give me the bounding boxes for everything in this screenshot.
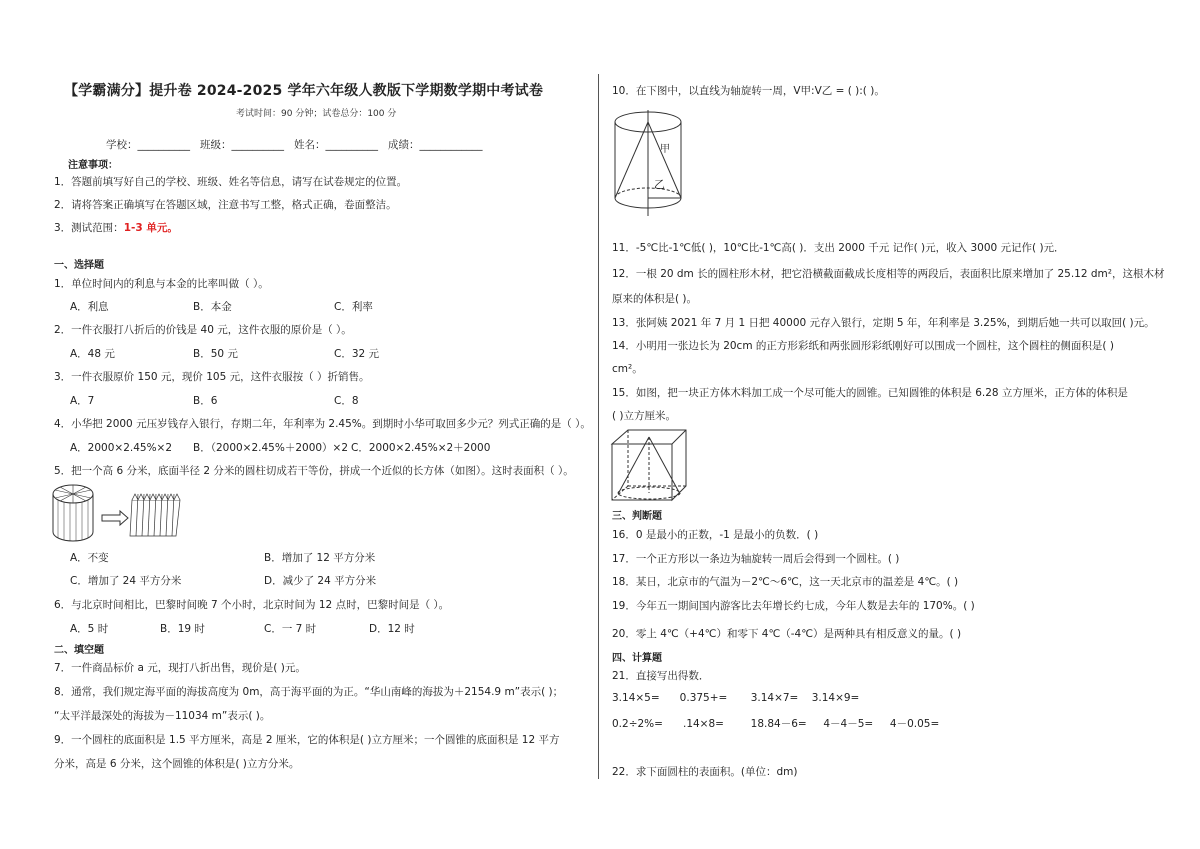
q5-option-b[interactable]: B．增加了 12 平方分米: [264, 552, 376, 564]
question-19: 19．今年五一期间国内游客比去年增长约七成，今年人数是去年的 170%。( ): [612, 600, 975, 612]
question-18: 18．某日，北京市的气温为－2℃～6℃，这一天北京市的温差是 4℃。( ): [612, 576, 959, 588]
q1-option-c[interactable]: C．利率: [334, 301, 373, 313]
question-13: 13．张阿姨 2021 年 7 月 1 日把 40000 元存入银行，定期 5 年，年利率是 3.25%，到期后她一共可以取回( )元。: [612, 317, 1155, 329]
q2-option-b[interactable]: B．50 元: [193, 348, 238, 360]
q4-option-c[interactable]: C．2000×2.45%×2＋2000: [351, 442, 491, 454]
note-item-2: 2．请将答案正确填写在答题区域，注意书写工整，格式正确，卷面整洁。: [54, 199, 397, 211]
question-21: 21．直接写出得数．: [612, 670, 710, 682]
section-choice-heading: 一、选择题: [54, 260, 104, 271]
question-15-line-1: 15．如图，把一块正方体木料加工成一个尽可能大的圆锥。已知圆锥的体积是 6.28 立方厘米，正方体的体积是: [612, 387, 1128, 399]
q6-option-a[interactable]: A．5 时: [70, 623, 109, 635]
student-info-fields[interactable]: 学校：__________ 班级：__________ 姓名：__________ 成绩：____________: [106, 139, 483, 151]
question-16: 16．0 是最小的正数，-1 是最小的负数．( ): [612, 529, 819, 541]
question-12-line-1: 12．一根 20 dm 长的圆柱形木材，把它沿横截面截成长度相等的两段后，表面积比原来增加了 25.12 dm²，这根木材: [612, 268, 1165, 280]
question-9-line-1: 9．一个圆柱的底面积是 1.5 平方厘米，高是 2 厘米，它的体积是( )立方厘米；一个圆锥的底面积是 12 平方: [54, 734, 560, 746]
question-17: 17．一个正方形以一条边为轴旋转一周后会得到一个圆柱。( ): [612, 553, 900, 565]
page-title: 【学霸满分】提升卷 2024-2025 学年六年级人教版下学期数学期中考试卷: [64, 83, 544, 99]
question-14-line-2: cm²。: [612, 363, 643, 375]
q1-option-a[interactable]: A．利息: [70, 301, 109, 313]
question-1: 1．单位时间内的利息与本金的比率叫做（ ）。: [54, 278, 269, 290]
q10-figure: [612, 108, 704, 220]
q6-option-c[interactable]: C．一 7 时: [264, 623, 317, 635]
question-5: 5．把一个高 6 分米，底面半径 2 分米的圆柱切成若干等份，拼成一个近似的长方体（如图）。这时表面积（ ）。: [54, 465, 574, 477]
question-8-line-1: 8．通常，我们规定海平面的海拔高度为 0m，高于海平面的为正。“华山南峰的海拔为＋2154.9 m”表示( )；: [54, 686, 564, 698]
question-11: 11．-5℃比-1℃低( )，10℃比-1℃高( )．支出 2000 千元 记作( )元，收入 3000 元记作( )元．: [612, 242, 1065, 254]
scope-value: 1-3 单元。: [123, 222, 178, 234]
calc-row-2: 0.2÷2%= .14×8= 18.84－6= 4－4－5= 4－0.05=: [612, 718, 940, 730]
question-6: 6．与北京时间相比，巴黎时间晚 7 个小时，北京时间为 12 点时，巴黎时间是（ ）。: [54, 599, 450, 611]
question-12-line-2: 原来的体积是( )。: [612, 293, 698, 305]
section-fill-heading: 二、填空题: [54, 645, 104, 656]
notes-heading: 注意事项：: [68, 160, 118, 171]
note-item-3: [54, 220, 178, 235]
q4-option-b[interactable]: B．（2000×2.45%＋2000）×2: [193, 442, 349, 454]
question-20: 20．零上 4℃（+4℃）和零下 4℃（-4℃）是两种具有相反意义的量。( ): [612, 628, 962, 640]
q3-option-c[interactable]: C．8: [334, 395, 359, 407]
q3-option-a[interactable]: A．7: [70, 395, 95, 407]
exam-info: 考试时间：90 分钟；试卷总分：100 分: [236, 109, 397, 119]
q15-figure: [610, 428, 690, 502]
calc-row-1: 3.14×5= 0.375+= 3.14×7= 3.14×9=: [612, 692, 860, 704]
q2-option-a[interactable]: A．48 元: [70, 348, 115, 360]
question-8-line-2: “太平洋最深处的海拔为－11034 m”表示( )。: [54, 710, 271, 722]
q4-option-a[interactable]: A．2000×2.45%×2: [70, 442, 173, 454]
q5-option-a[interactable]: A．不变: [70, 552, 109, 564]
q2-option-c[interactable]: C．32 元: [334, 348, 380, 360]
q6-option-d[interactable]: D．12 时: [369, 623, 415, 635]
question-15-line-2: ( )立方厘米。: [612, 410, 677, 422]
q3-option-b[interactable]: B．6: [193, 395, 218, 407]
section-judge-heading: 三、判断题: [612, 511, 662, 522]
q1-option-b[interactable]: B．本金: [193, 301, 232, 313]
label-jia: 甲: [660, 144, 670, 155]
q5-figure: [52, 482, 182, 542]
note-item-1: 1．答题前填写好自己的学校、班级、姓名等信息，请写在试卷规定的位置。: [54, 176, 408, 188]
q5-option-c[interactable]: C．增加了 24 平方分米: [70, 575, 182, 587]
question-7: 7．一件商品标价 a 元，现打八折出售，现价是( )元。: [54, 662, 306, 674]
question-22: 22．求下面圆柱的表面积。(单位：dm): [612, 766, 798, 778]
label-yi: 乙: [654, 178, 665, 191]
question-14-line-1: 14．小明用一张边长为 20cm 的正方形彩纸和两张圆形彩纸刚好可以围成一个圆柱，这个圆柱的侧面积是( ): [612, 340, 1114, 352]
q6-option-b[interactable]: B．19 时: [160, 623, 205, 635]
question-4: 4．小华把 2000 元压岁钱存入银行，存期二年，年利率为 2.45%。到期时小华可取回多少元？列式正确的是（ ）。: [54, 418, 591, 430]
question-9-line-2: 分米，高是 6 分米，这个圆锥的体积是( )立方分米。: [54, 758, 300, 770]
section-calc-heading: 四、计算题: [612, 653, 662, 664]
q5-option-d[interactable]: D．减少了 24 平方分米: [264, 575, 377, 587]
question-10: 10．在下图中，以直线为轴旋转一周，V甲:V乙 = ( ):( )。: [612, 85, 885, 97]
question-3: 3．一件衣服原价 150 元，现价 105 元，这件衣服按（ ）折销售。: [54, 371, 370, 383]
question-2: 2．一件衣服打八折后的价钱是 40 元，这件衣服的原价是（ ）。: [54, 324, 352, 336]
scope-label: 3．测试范围：: [54, 222, 124, 234]
column-divider: [598, 74, 599, 779]
